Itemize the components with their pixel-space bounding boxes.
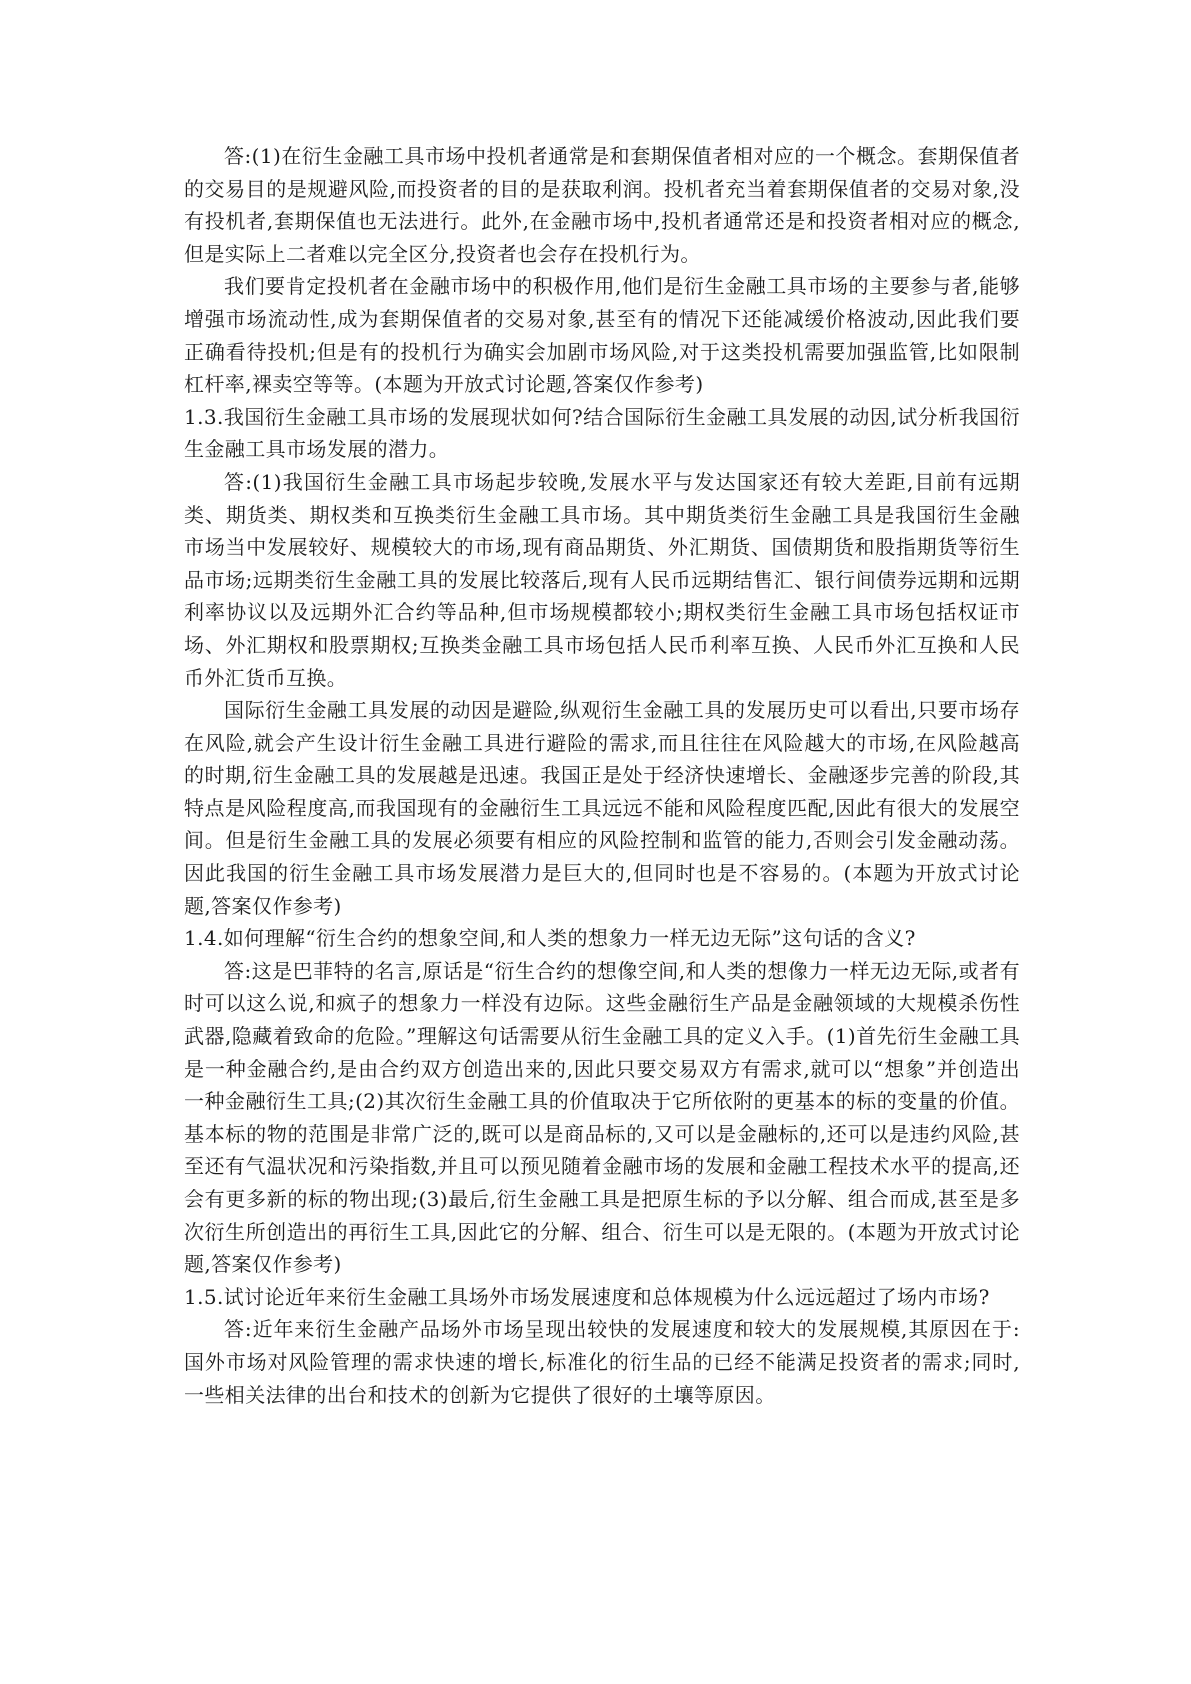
answer-paragraph: 国际衍生金融工具发展的动因是避险,纵观衍生金融工具的发展历史可以看出,只要市场存在风险,就会产生设计衍生金融工具进行避险的需求,而且往往在风险越大的市场,在风险越高的时期,衍生金融工具的发展越是迅速。我国正是处于经济快速增长、金融逐步完善的阶段,其特点是风险程度高,而我国现有的金融衍生工具远远不能和风险程度匹配,因此有很大的发展空间。但是衍生金融工具的发展必须要有相应的风险控制和监管的能力,否则会引发金融动荡。因此我国的衍生金融工具市场发展潜力是巨大的,但同时也是不容易的。(本题为开放式讨论题,答案仅作参考)	[184, 698, 1020, 918]
answer-paragraph: 答:这是巴菲特的名言,原话是“衍生合约的想像空间,和人类的想像力一样无边无际,或者有时可以这么说,和疯子的想象力一样没有边际。这些金融衍生产品是金融领域的大规模杀伤性武器,隐藏着致命的危险。”理解这句话需要从衍生金融工具的定义入手。(1)首先衍生金融工具是一种金融合约,是由合约双方创造出来的,因此只要交易双方有需求,就可以“想象”并创造出一种金融衍生工具;(2)其次衍生金融工具的价值取决于它所依附的更基本的标的变量的价值。基本标的物的范围是非常广泛的,既可以是商品标的,又可以是金融标的,还可以是违约风险,甚至还有气温状况和污染指数,并且可以预见随着金融市场的发展和金融工程技术水平的提高,还会有更多新的标的物出现;(3)最后,衍生金融工具是把原生标的予以分解、组合而成,甚至是多次衍生所创造出的再衍生工具,因此它的分解、组合、衍生可以是无限的。(本题为开放式讨论题,答案仅作参考)	[184, 958, 1020, 1277]
answer-paragraph: 答:近年来衍生金融产品场外市场呈现出较快的发展速度和较大的发展规模,其原因在于:国外市场对风险管理的需求快速的增长,标准化的衍生品的已经不能满足投资者的需求;同时,一些相关法律的出台和技术的创新为它提供了很好的土壤等原因。	[184, 1317, 1020, 1407]
question-heading: 1.3.我国衍生金融工具市场的发展现状如何?结合国际衍生金融工具发展的动因,试分析我国衍生金融工具市场发展的潜力。	[184, 404, 1020, 462]
question-heading: 1.4.如何理解“衍生合约的想象空间,和人类的想象力一样无边无际”这句话的含义?	[184, 926, 916, 951]
answer-paragraph: 我们要肯定投机者在金融市场中的积极作用,他们是衍生金融工具市场的主要参与者,能够增强市场流动性,成为套期保值者的交易对象,甚至有的情况下还能减缓价格波动,因此我们要正确看待投机;但是有的投机行为确实会加剧市场风险,对于这类投机需要加强监管,比如限制杠杆率,裸卖空等等。(本题为开放式讨论题,答案仅作参考)	[184, 274, 1020, 397]
document-page	[184, 140, 1020, 1411]
question-heading: 1.5.试讨论近年来衍生金融工具场外市场发展速度和总体规模为什么远远超过了场内市场?	[184, 1284, 990, 1309]
answer-paragraph: 答:(1)在衍生金融工具市场中投机者通常是和套期保值者相对应的一个概念。套期保值者的交易目的是规避风险,而投资者的目的是获取利润。投机者充当着套期保值者的交易对象,没有投机者,套期保值也无法进行。此外,在金融市场中,投机者通常还是和投资者相对应的概念,但是实际上二者难以完全区分,投资者也会存在投机行为。	[184, 144, 1020, 266]
answer-paragraph: 答:(1)我国衍生金融工具市场起步较晚,发展水平与发达国家还有较大差距,目前有远期类、期货类、期权类和互换类衍生金融工具市场。其中期货类衍生金融工具是我国衍生金融市场当中发展较好、规模较大的市场,现有商品期货、外汇期货、国债期货和股指期货等衍生品市场;远期类衍生金融工具的发展比较落后,现有人民币远期结售汇、银行间债券远期和远期利率协议以及远期外汇合约等品种,但市场规模都较小;期权类衍生金融工具市场包括权证市场、外汇期权和股票期权;互换类金融工具市场包括人民币利率互换、人民币外汇互换和人民币外汇货币互换。	[184, 469, 1020, 690]
